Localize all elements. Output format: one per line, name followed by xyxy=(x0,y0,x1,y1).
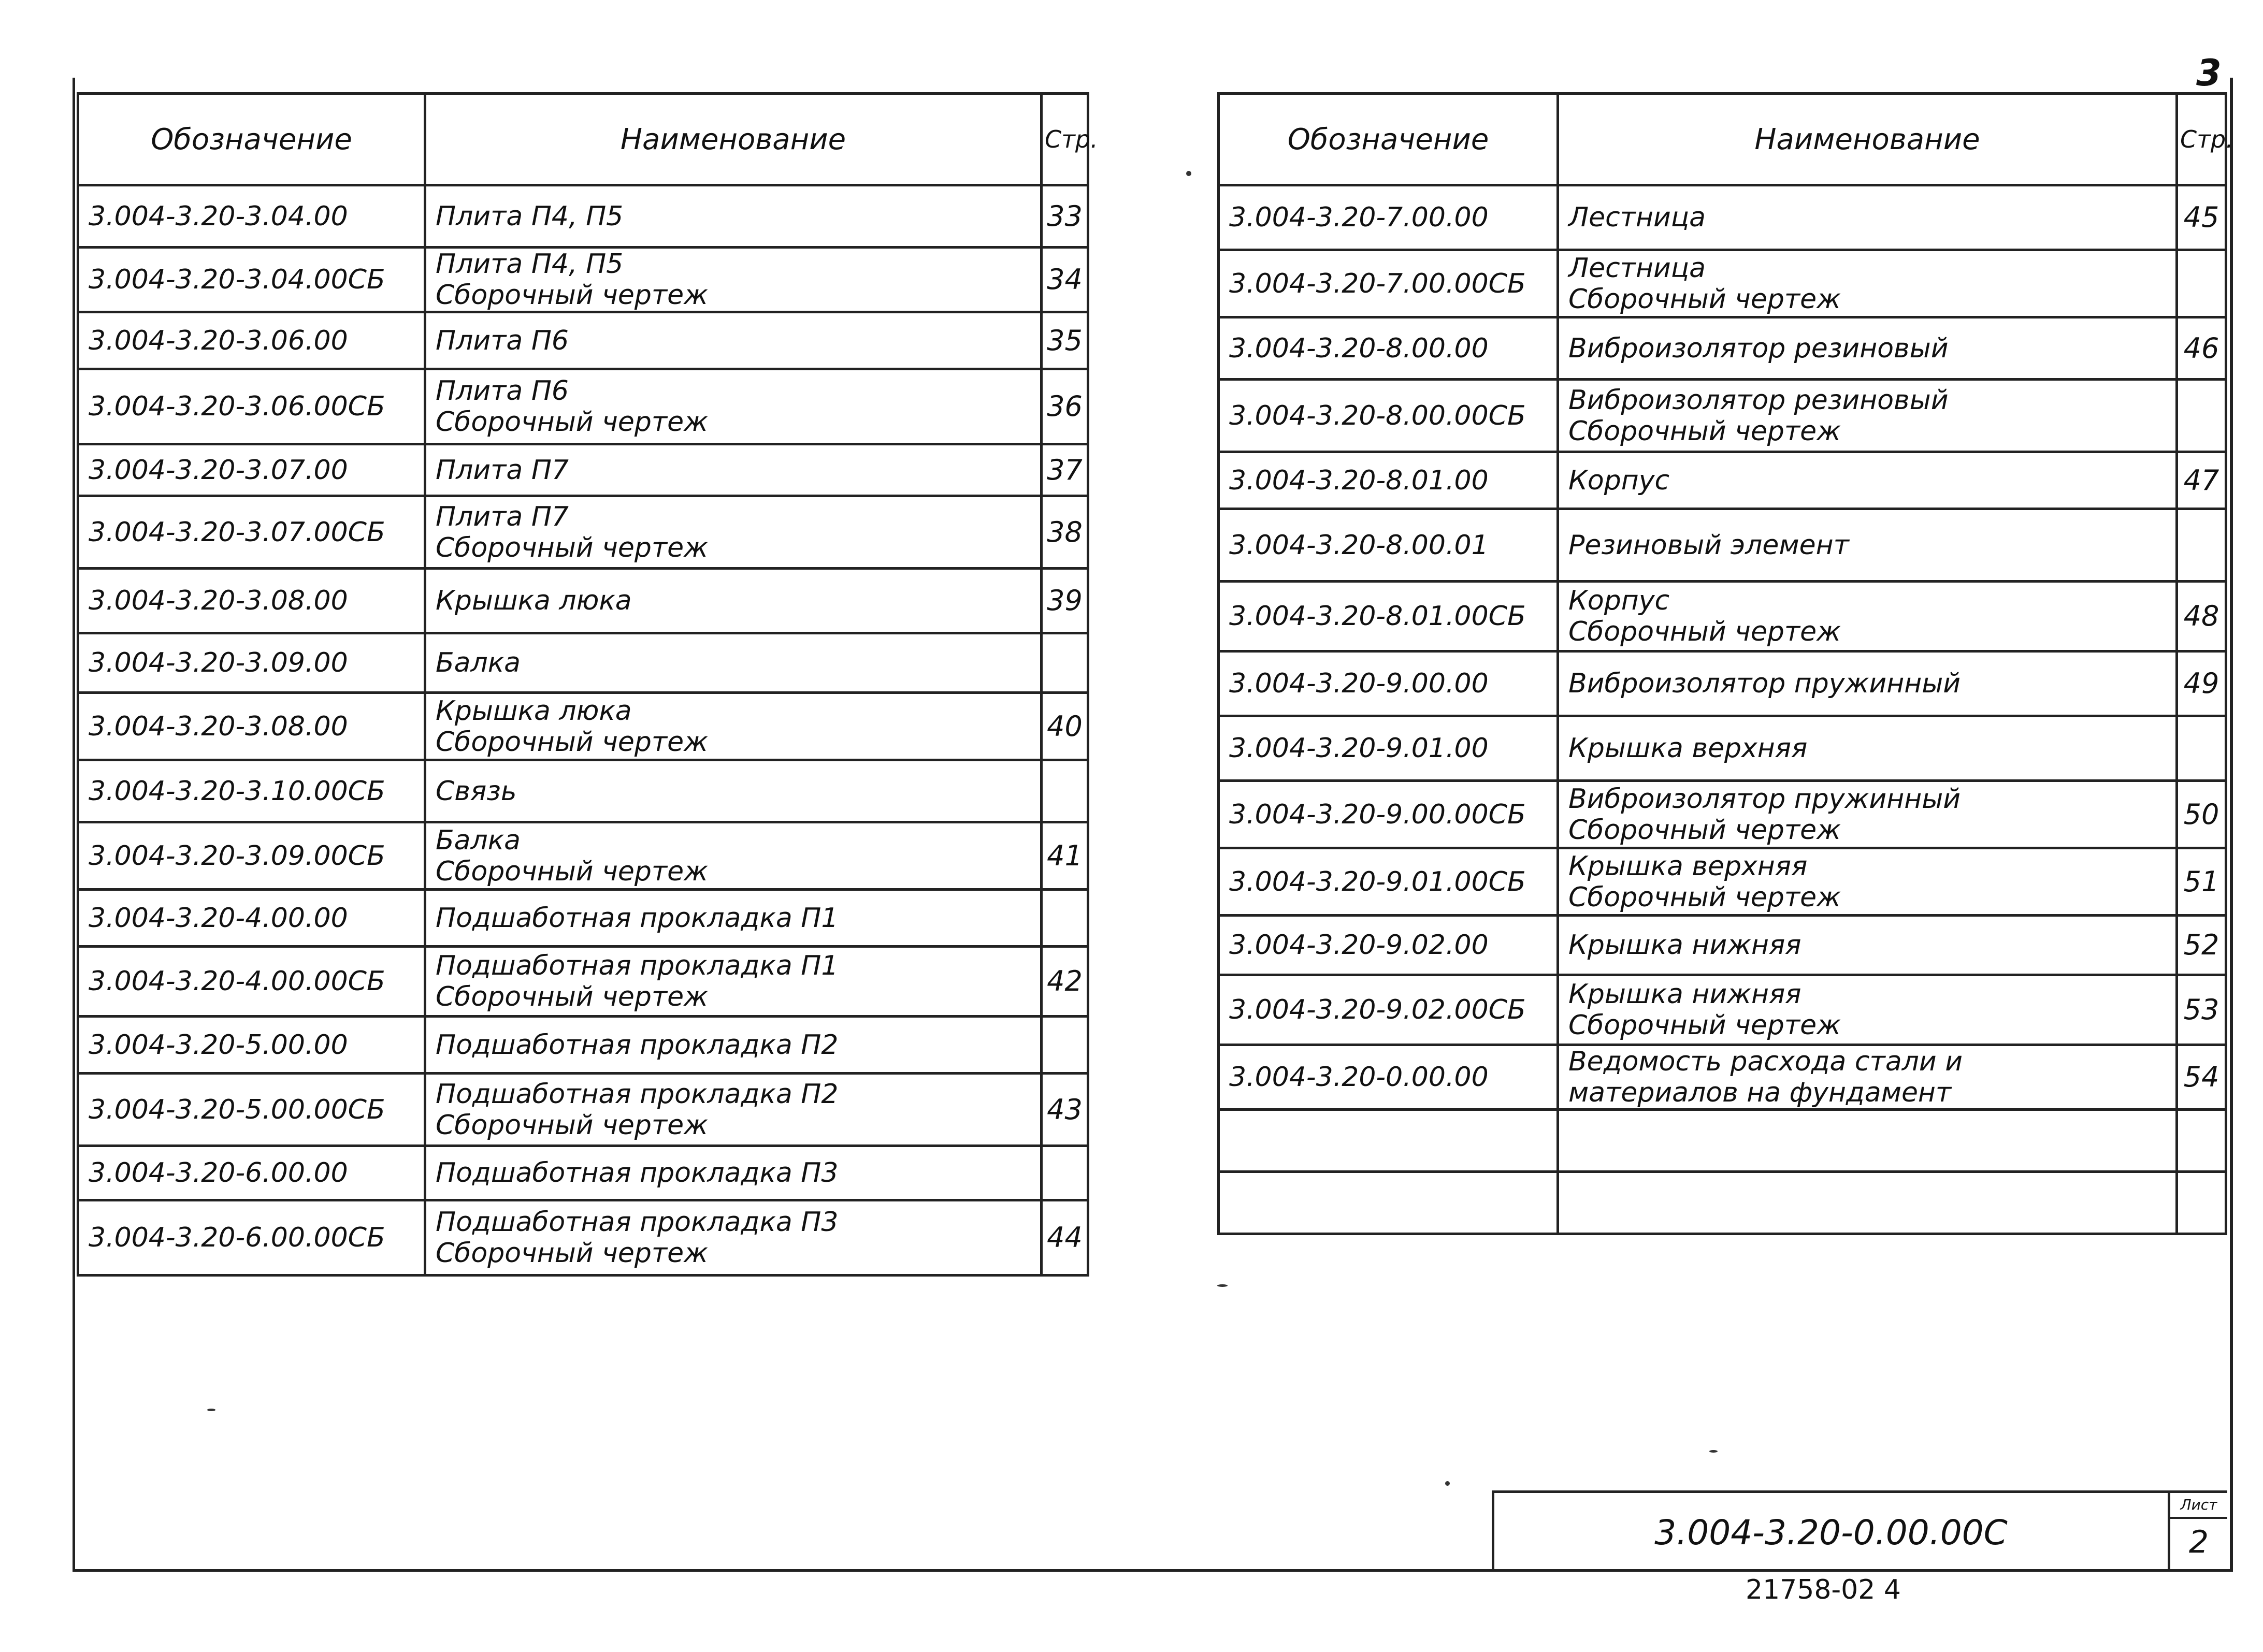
right-table-body xyxy=(1219,185,2226,1234)
scan-speck xyxy=(207,1409,215,1411)
name-cell xyxy=(425,1200,1042,1276)
designation-cell: 3.004-3.20-8.00.00 xyxy=(1219,317,1558,380)
document-code: 3.004-3.20-0.00.00С xyxy=(1654,1512,2008,1553)
name-cell xyxy=(1558,452,2177,509)
name-line: Подшаботная прокладка П2 xyxy=(436,1078,839,1110)
table-row xyxy=(78,569,1088,633)
name-line: Крышка верхняя xyxy=(1568,733,1808,764)
page-cell: 48 xyxy=(2177,582,2226,651)
name-line: Сборочный чертеж xyxy=(1568,814,1841,846)
page-cell: 44 xyxy=(1042,1200,1088,1276)
table-row xyxy=(78,248,1088,312)
table-row xyxy=(1219,185,2226,250)
name-cell xyxy=(425,760,1042,822)
page-cell: 54 xyxy=(2177,1045,2226,1110)
table-row xyxy=(1219,1172,2226,1234)
sheet-label: Лист xyxy=(2170,1496,2227,1519)
name-cell xyxy=(425,1074,1042,1146)
table-row xyxy=(78,496,1088,569)
name-cell xyxy=(425,444,1042,496)
page-cell: 34 xyxy=(1042,248,1088,312)
name-cell xyxy=(425,633,1042,693)
name-line: Корпус xyxy=(1568,465,1670,496)
designation-cell: 3.004-3.20-7.00.00СБ xyxy=(1219,250,1558,317)
name-cell xyxy=(1558,317,2177,380)
page-cell xyxy=(2177,250,2226,317)
page-cell: 33 xyxy=(1042,185,1088,248)
page-cell xyxy=(1042,633,1088,693)
left-index-table xyxy=(77,92,1098,1277)
name-cell xyxy=(1558,781,2177,848)
table-row xyxy=(1219,916,2226,975)
name-line: Крышка люка xyxy=(436,585,632,616)
name-cell xyxy=(1558,250,2177,317)
designation-cell: 3.004-3.20-6.00.00СБ xyxy=(78,1200,425,1276)
table-row xyxy=(1219,317,2226,380)
name-cell xyxy=(1558,651,2177,716)
scan-speck xyxy=(1217,1284,1228,1287)
page-cell: 40 xyxy=(1042,693,1088,760)
scan-speck xyxy=(1709,1450,1718,1453)
name-cell xyxy=(425,185,1042,248)
table-row xyxy=(78,822,1088,890)
table-row xyxy=(78,369,1088,444)
designation-cell: 3.004-3.20-7.00.00 xyxy=(1219,185,1558,250)
name-line: Виброизолятор резиновый xyxy=(1568,332,1949,364)
designation-cell: 3.004-3.20-6.00.00 xyxy=(78,1146,425,1200)
table-row xyxy=(78,1017,1088,1074)
name-cell xyxy=(1558,582,2177,651)
name-line: Сборочный чертеж xyxy=(1568,283,1841,315)
page-cell xyxy=(2177,716,2226,781)
page-cell xyxy=(1042,760,1088,822)
name-line: Плита П7 xyxy=(436,454,569,486)
name-line: Балка xyxy=(436,647,521,678)
table-row xyxy=(1219,250,2226,317)
left-table-body xyxy=(78,185,1088,1276)
table-row xyxy=(78,1146,1088,1200)
designation-cell: 3.004-3.20-3.04.00СБ xyxy=(78,248,425,312)
name-line: Резиновый элемент xyxy=(1568,529,1849,561)
designation-cell: 3.004-3.20-9.01.00СБ xyxy=(1219,848,1558,916)
name-line: Плита П7 xyxy=(436,501,569,532)
name-cell xyxy=(1558,716,2177,781)
page-cell: 51 xyxy=(2177,848,2226,916)
name-line: Подшаботная прокладка П3 xyxy=(436,1207,839,1238)
table-row xyxy=(1219,509,2226,582)
table-row xyxy=(78,693,1088,760)
archive-number: 21758-02 4 xyxy=(1746,1574,1901,1605)
name-line: материалов на фундамент xyxy=(1568,1077,1952,1108)
page-cell: 47 xyxy=(2177,452,2226,509)
designation-cell: 3.004-3.20-3.06.00СБ xyxy=(78,369,425,444)
designation-cell: 3.004-3.20-3.04.00 xyxy=(78,185,425,248)
name-line: Подшаботная прокладка П1 xyxy=(436,902,839,934)
sheet-corner-mark: 3 xyxy=(2196,52,2222,94)
designation-cell: 3.004-3.20-9.01.00 xyxy=(1219,716,1558,781)
name-line: Сборочный чертеж xyxy=(436,532,708,563)
name-cell xyxy=(425,312,1042,369)
table-row xyxy=(1219,975,2226,1045)
name-cell xyxy=(425,1146,1042,1200)
designation-cell xyxy=(1219,1172,1558,1234)
name-line: Виброизолятор резиновый xyxy=(1568,384,1949,416)
title-block xyxy=(1492,1490,2227,1569)
name-line: Лестница xyxy=(1568,202,1706,233)
name-cell xyxy=(425,369,1042,444)
designation-cell: 3.004-3.20-5.00.00СБ xyxy=(78,1074,425,1146)
designation-cell: 3.004-3.20-3.09.00 xyxy=(78,633,425,693)
name-cell xyxy=(1558,1045,2177,1110)
designation-cell: 3.004-3.20-8.01.00СБ xyxy=(1219,582,1558,651)
designation-header: Обозначение xyxy=(78,94,425,185)
name-line: Сборочный чертеж xyxy=(436,1109,708,1141)
page-cell: 37 xyxy=(1042,444,1088,496)
page-cell: 52 xyxy=(2177,916,2226,975)
table-row xyxy=(1219,452,2226,509)
page-cell xyxy=(2177,1110,2226,1172)
name-cell xyxy=(425,1017,1042,1074)
table-row xyxy=(78,633,1088,693)
name-line: Сборочный чертеж xyxy=(1568,415,1841,447)
name-line: Сборочный чертеж xyxy=(436,981,708,1012)
page-cell xyxy=(1042,1146,1088,1200)
page-cell: 38 xyxy=(1042,496,1088,569)
name-line: Сборочный чертеж xyxy=(436,726,708,758)
table-row xyxy=(78,1074,1088,1146)
designation-cell: 3.004-3.20-8.00.01 xyxy=(1219,509,1558,582)
name-line: Крышка нижняя xyxy=(1568,930,1801,961)
page-cell: 53 xyxy=(2177,975,2226,1045)
name-line: Сборочный чертеж xyxy=(436,856,708,887)
name-line: Крышка верхняя xyxy=(1568,850,1808,882)
designation-cell: 3.004-3.20-3.08.00 xyxy=(78,569,425,633)
table-row xyxy=(1219,582,2226,651)
page-cell xyxy=(1042,1017,1088,1074)
page-cell xyxy=(2177,1172,2226,1234)
designation-cell: 3.004-3.20-9.02.00СБ xyxy=(1219,975,1558,1045)
page-cell: 39 xyxy=(1042,569,1088,633)
table-row xyxy=(78,444,1088,496)
sheet-number: 2 xyxy=(2188,1524,2209,1560)
right-index-table xyxy=(1217,92,2233,1235)
name-line: Сборочный чертеж xyxy=(436,1238,708,1269)
name-line: Виброизолятор пружинный xyxy=(1568,668,1961,699)
page-cell xyxy=(1042,890,1088,947)
name-line: Сборочный чертеж xyxy=(1568,1010,1841,1041)
name-line: Сборочный чертеж xyxy=(436,407,708,438)
page-cell: 49 xyxy=(2177,651,2226,716)
designation-cell: 3.004-3.20-4.00.00СБ xyxy=(78,947,425,1017)
name-cell xyxy=(425,890,1042,947)
page-cell: 43 xyxy=(1042,1074,1088,1146)
sheet-number-box xyxy=(2168,1493,2227,1572)
name-cell xyxy=(1558,380,2177,452)
designation-cell: 3.004-3.20-4.00.00 xyxy=(78,890,425,947)
scan-speck xyxy=(1445,1481,1450,1486)
designation-cell: 3.004-3.20-5.00.00 xyxy=(78,1017,425,1074)
designation-cell: 3.004-3.20-9.02.00 xyxy=(1219,916,1558,975)
table-row xyxy=(1219,1110,2226,1172)
name-cell xyxy=(425,693,1042,760)
name-cell xyxy=(425,248,1042,312)
page-cell: 46 xyxy=(2177,317,2226,380)
name-line: Плита П4, П5 xyxy=(436,249,624,280)
table-row xyxy=(1219,848,2226,916)
page-cell xyxy=(2177,380,2226,452)
page-cell xyxy=(2177,509,2226,582)
table-row xyxy=(78,312,1088,369)
name-line: Лестница xyxy=(1568,252,1706,284)
name-line: Подшаботная прокладка П2 xyxy=(436,1029,839,1061)
designation-cell: 3.004-3.20-9.00.00 xyxy=(1219,651,1558,716)
table-row xyxy=(78,1200,1088,1276)
name-line: Сборочный чертеж xyxy=(1568,881,1841,913)
page-cell: 45 xyxy=(2177,185,2226,250)
name-line: Связь xyxy=(436,775,517,807)
table-row xyxy=(1219,1045,2226,1110)
table-row xyxy=(78,947,1088,1017)
name-cell xyxy=(1558,916,2177,975)
table-row xyxy=(78,760,1088,822)
table-row xyxy=(78,890,1088,947)
name-cell xyxy=(1558,509,2177,582)
designation-cell: 3.004-3.20-8.00.00СБ xyxy=(1219,380,1558,452)
name-line: Сборочный чертеж xyxy=(1568,616,1841,647)
page-cell: 50 xyxy=(2177,781,2226,848)
name-line: Сборочный чертеж xyxy=(436,280,708,311)
table-row xyxy=(1219,380,2226,452)
page-cell: 41 xyxy=(1042,822,1088,890)
name-line: Корпус xyxy=(1568,585,1670,616)
name-cell xyxy=(1558,975,2177,1045)
name-line: Плита П6 xyxy=(436,375,569,407)
page-header: Стр. xyxy=(1042,94,1088,185)
table-row xyxy=(1219,651,2226,716)
designation-cell: 3.004-3.20-3.06.00 xyxy=(78,312,425,369)
right-header-row xyxy=(1219,94,2226,185)
designation-cell: 3.004-3.20-3.08.00 xyxy=(78,693,425,760)
name-header: Наименование xyxy=(425,94,1042,185)
designation-cell: 3.004-3.20-0.00.00 xyxy=(1219,1045,1558,1110)
designation-cell: 3.004-3.20-3.07.00СБ xyxy=(78,496,425,569)
name-line: Подшаботная прокладка П3 xyxy=(436,1157,839,1189)
name-line: Плита П4, П5 xyxy=(436,200,624,232)
page-cell: 35 xyxy=(1042,312,1088,369)
table-row xyxy=(1219,781,2226,848)
page-cell: 42 xyxy=(1042,947,1088,1017)
left-header-row xyxy=(78,94,1088,185)
designation-cell: 3.004-3.20-3.09.00СБ xyxy=(78,822,425,890)
name-cell xyxy=(1558,1172,2177,1234)
designation-cell: 3.004-3.20-3.10.00СБ xyxy=(78,760,425,822)
designation-cell: 3.004-3.20-9.00.00СБ xyxy=(1219,781,1558,848)
name-cell xyxy=(1558,848,2177,916)
name-line: Крышка люка xyxy=(436,695,632,727)
name-line: Крышка нижняя xyxy=(1568,979,1801,1010)
name-cell xyxy=(425,496,1042,569)
name-line: Балка xyxy=(436,824,521,856)
name-header: Наименование xyxy=(1558,94,2177,185)
scan-speck xyxy=(1186,171,1191,176)
name-cell xyxy=(1558,1110,2177,1172)
designation-cell xyxy=(1219,1110,1558,1172)
page-header: Стр. xyxy=(2177,94,2226,185)
name-cell xyxy=(425,569,1042,633)
table-row xyxy=(1219,716,2226,781)
designation-cell: 3.004-3.20-8.01.00 xyxy=(1219,452,1558,509)
name-line: Ведомость расхода стали и xyxy=(1568,1046,1963,1077)
name-line: Плита П6 xyxy=(436,325,569,356)
name-line: Подшаботная прокладка П1 xyxy=(436,950,839,981)
page-cell: 36 xyxy=(1042,369,1088,444)
name-cell xyxy=(425,822,1042,890)
name-cell xyxy=(1558,185,2177,250)
designation-header: Обозначение xyxy=(1219,94,1558,185)
designation-cell: 3.004-3.20-3.07.00 xyxy=(78,444,425,496)
name-line: Виброизолятор пружинный xyxy=(1568,783,1961,815)
name-cell xyxy=(425,947,1042,1017)
table-row xyxy=(78,185,1088,248)
